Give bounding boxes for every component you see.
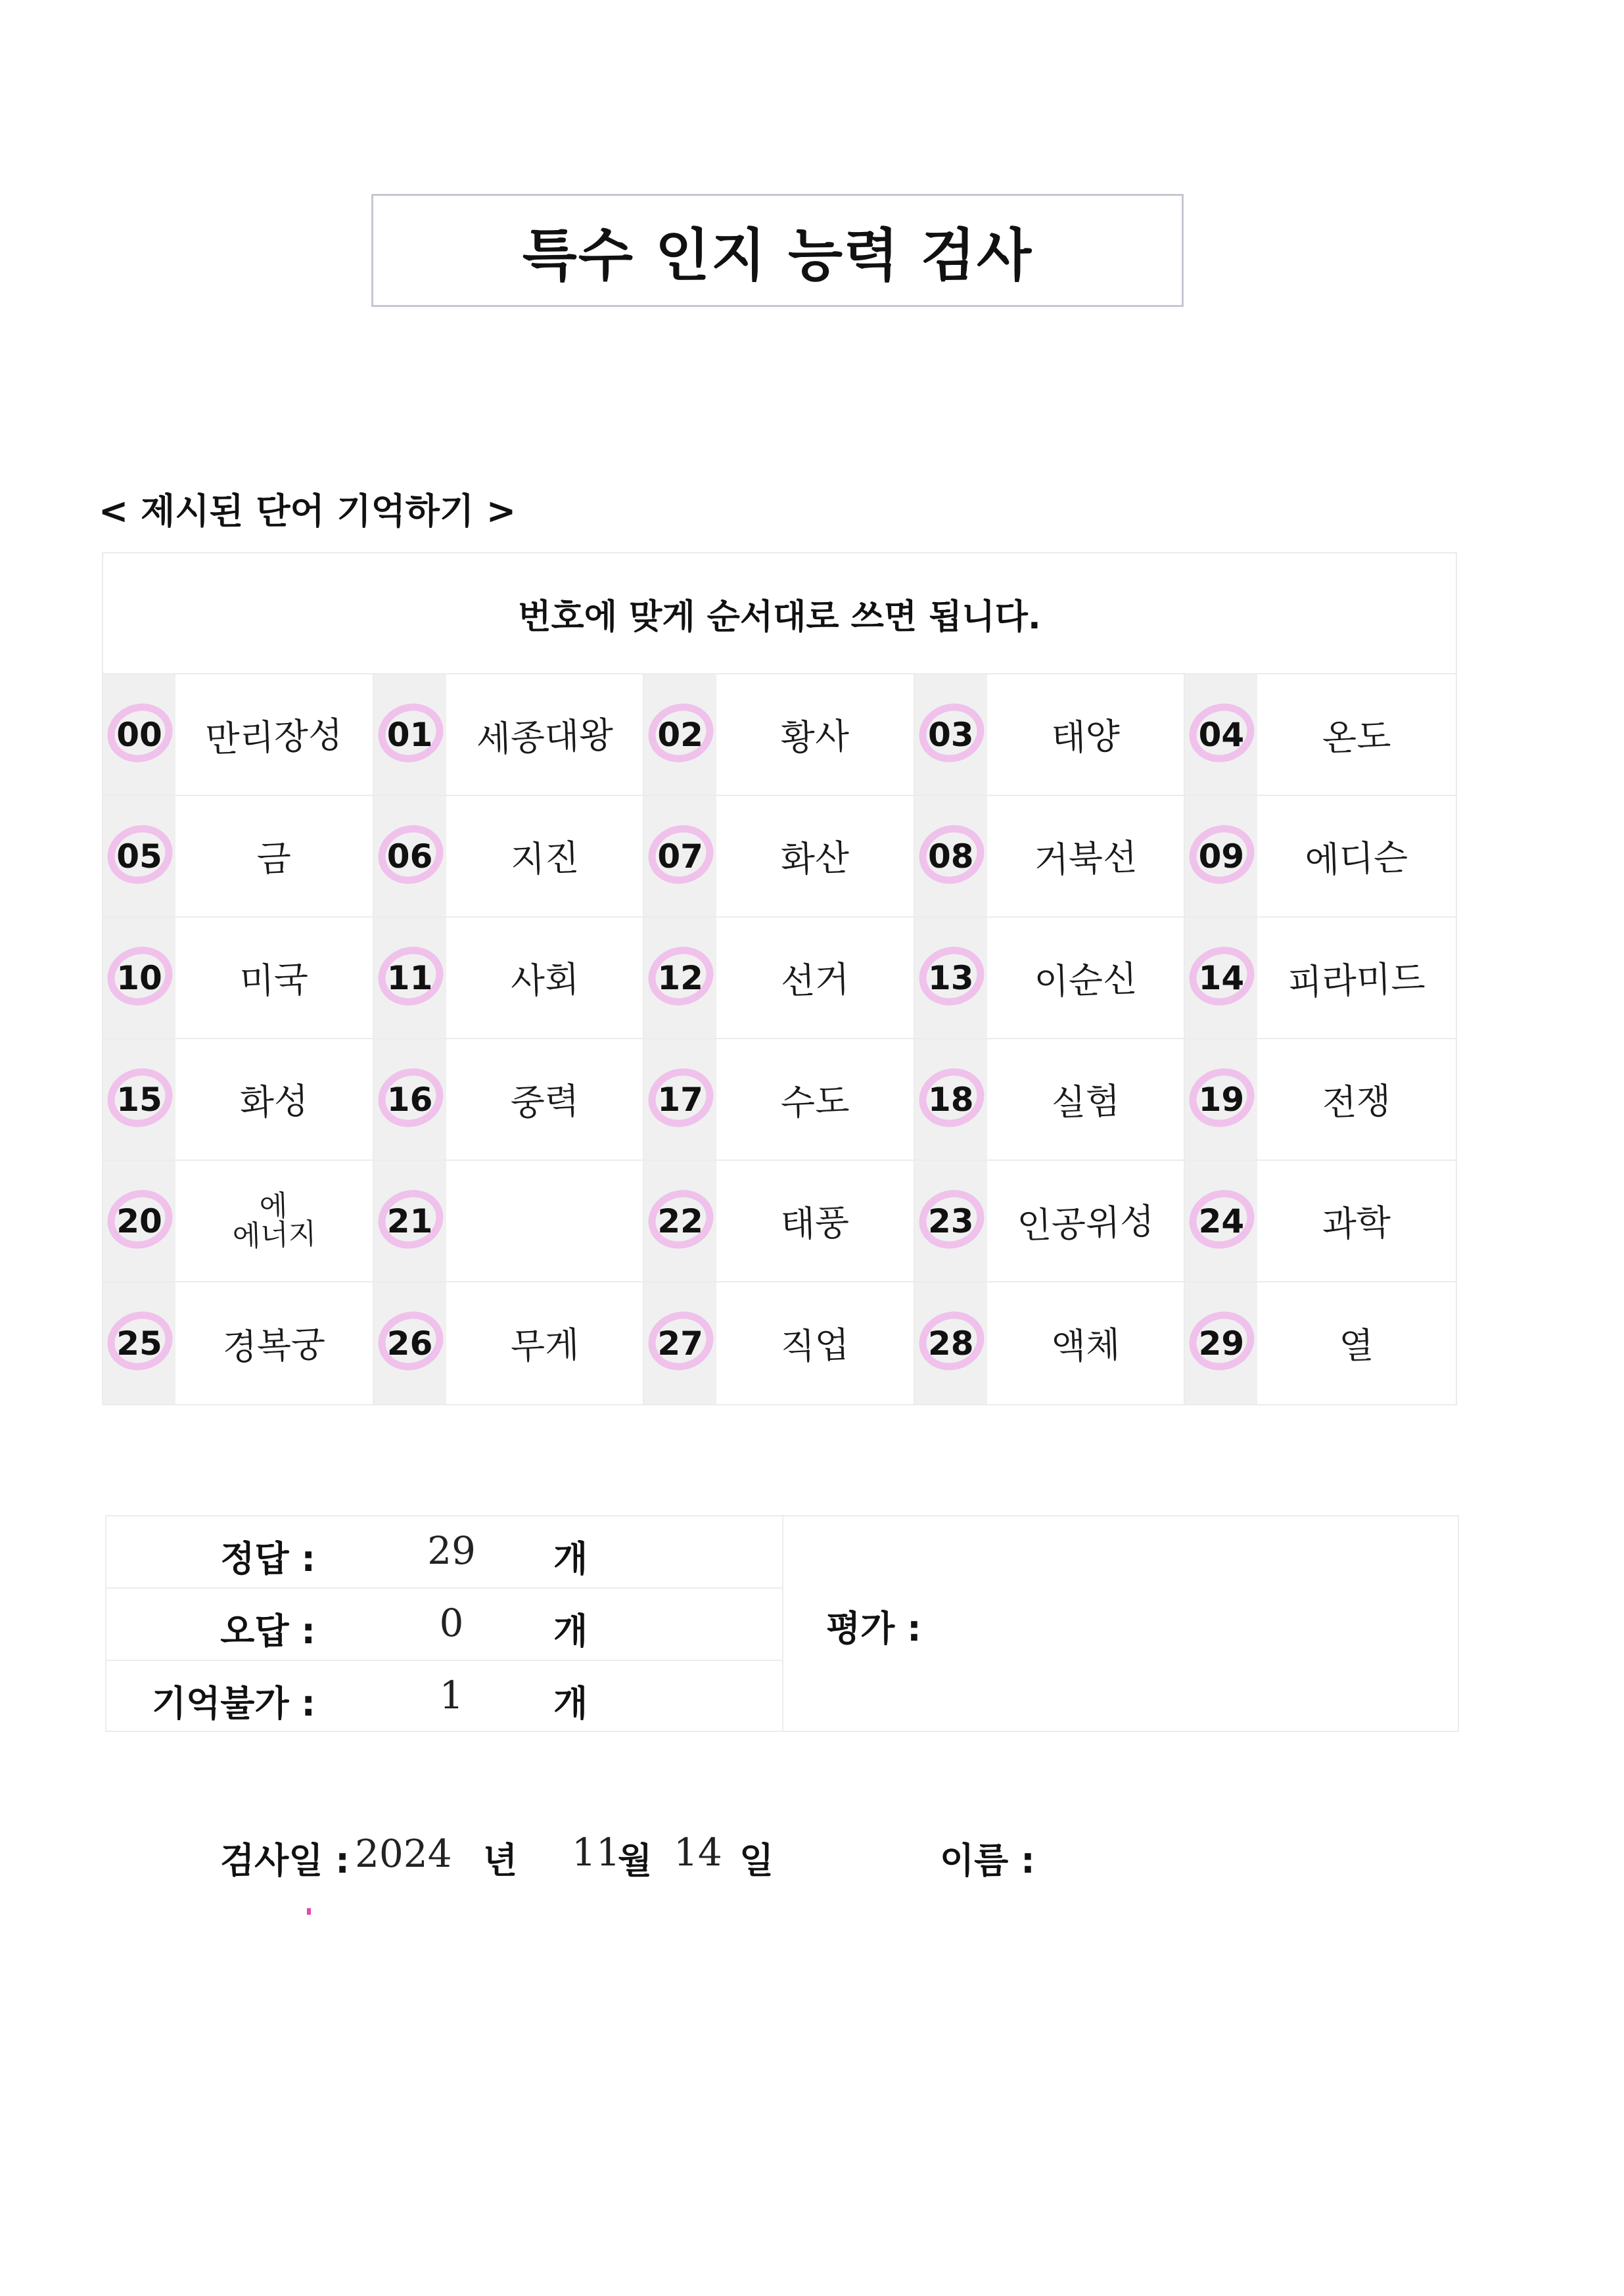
item-number [103, 1039, 175, 1160]
test-day: 14 [674, 1830, 722, 1875]
answer-cell [374, 1282, 645, 1404]
handwritten-answer: 실험 [1050, 1080, 1121, 1124]
item-number [915, 918, 987, 1038]
answer-cell [644, 674, 915, 796]
handwritten-answer: 수도 [779, 1080, 850, 1124]
answer-cell [1185, 1282, 1456, 1404]
answer-cell [1185, 1161, 1456, 1282]
unremembered-label: 기억불가 : [151, 1683, 315, 1724]
handwritten-answer: 피라미드 [1287, 957, 1426, 1004]
item-number-text: 03 [928, 715, 974, 754]
item-number [1185, 1039, 1257, 1160]
item-number-text: 25 [116, 1324, 162, 1363]
item-number [644, 1161, 716, 1281]
handwritten-answer: 태양 [1050, 715, 1121, 759]
item-number [374, 1282, 446, 1404]
results-box [105, 1515, 1459, 1732]
answer-rows [103, 674, 1456, 1404]
handwritten-answer: 온도 [1322, 715, 1392, 759]
item-number [103, 796, 175, 916]
answer-cell [103, 796, 374, 918]
correct-label: 정답 : [220, 1538, 315, 1580]
item-number [915, 1161, 987, 1281]
wrong-unit: 개 [553, 1610, 588, 1652]
item-number-text: 11 [386, 958, 433, 997]
handwritten-answer: 세종대왕 [475, 714, 614, 761]
item-number-text: 26 [386, 1324, 433, 1363]
handwritten-answer: 액체 [1050, 1324, 1121, 1368]
pen-dot [307, 1908, 311, 1915]
item-number-text: 22 [657, 1202, 703, 1240]
answer-cell [374, 674, 645, 796]
answer-cell [374, 1039, 645, 1161]
item-number [915, 1282, 987, 1404]
handwritten-answer [174, 1158, 375, 1284]
item-number-text: 17 [657, 1080, 703, 1119]
handwritten-answer: 인공위성 [1016, 1200, 1155, 1247]
item-number [374, 796, 446, 916]
item-number [1185, 918, 1257, 1038]
answer-cell [644, 796, 915, 918]
answer-cell [103, 1039, 374, 1161]
handwritten-answer: 이순신 [1033, 958, 1138, 1003]
item-number-text: 10 [116, 958, 162, 997]
handwritten-answer: 화성 [239, 1080, 310, 1124]
handwritten-answer: 황사 [779, 715, 850, 759]
answer-cell [915, 918, 1186, 1039]
item-number [644, 674, 716, 795]
handwritten-answer: 경복궁 [221, 1323, 327, 1369]
correct-row [106, 1516, 782, 1589]
item-number [644, 1282, 716, 1404]
item-number-text: 18 [928, 1080, 974, 1119]
test-date-line [220, 1830, 1337, 1885]
item-number-text: 01 [386, 715, 433, 754]
evaluation-label: 평가 : [826, 1608, 921, 1649]
handwritten-answer: 거북선 [1033, 836, 1138, 881]
unremembered-row [106, 1661, 782, 1733]
handwritten-answer: 중력 [509, 1080, 580, 1124]
handwritten-answer: 전쟁 [1322, 1080, 1392, 1124]
item-number-text: 16 [386, 1080, 433, 1119]
item-number [915, 1039, 987, 1160]
unremembered-value: 1 [439, 1673, 464, 1718]
results-tally [106, 1516, 783, 1731]
test-year: 2024 [355, 1831, 452, 1876]
handwritten-answer [444, 1158, 645, 1284]
handwritten-answer: 금 [256, 837, 292, 880]
handwritten-answer: 태풍 [779, 1202, 850, 1246]
item-number-text: 05 [116, 837, 162, 876]
item-number-text: 07 [657, 837, 703, 876]
item-number-text: 27 [657, 1324, 703, 1363]
item-number [374, 1039, 446, 1160]
handwritten-answer: 직업 [779, 1324, 850, 1368]
year-unit: 년 [483, 1840, 518, 1881]
handwritten-answer: 에디슨 [1305, 836, 1409, 881]
test-date-label: 검사일 : [220, 1840, 350, 1881]
wrong-value: 0 [439, 1601, 464, 1645]
item-number [644, 918, 716, 1038]
item-number-text: 14 [1198, 958, 1245, 997]
day-unit: 일 [739, 1840, 774, 1881]
month-unit: 월 [618, 1840, 653, 1881]
answer-cell [915, 1161, 1186, 1282]
handwritten-answer: 사회 [509, 958, 580, 1002]
test-month: 11 [572, 1830, 620, 1875]
word-recall-grid [102, 552, 1457, 1405]
item-number-text: 06 [386, 837, 433, 876]
answer-cell [103, 1161, 374, 1282]
item-number [103, 918, 175, 1038]
answer-cell [915, 1282, 1186, 1404]
item-number [103, 1161, 175, 1281]
answer-cell [103, 1282, 374, 1404]
item-number [374, 1161, 446, 1281]
item-number [103, 674, 175, 795]
item-number [1185, 1282, 1257, 1404]
answer-cell [644, 918, 915, 1039]
item-number-text: 28 [928, 1324, 974, 1363]
item-number [1185, 674, 1257, 795]
item-number [374, 674, 446, 795]
answer-cell [374, 1161, 645, 1282]
item-number [644, 796, 716, 916]
item-number [1185, 796, 1257, 916]
answer-cell [915, 674, 1186, 796]
correct-unit: 개 [553, 1538, 588, 1580]
handwritten-answer: 과학 [1322, 1202, 1392, 1246]
answer-cell [374, 918, 645, 1039]
item-number-text: 00 [116, 715, 162, 754]
answer-cell [644, 1161, 915, 1282]
instruction-text: 번호에 맞게 순서대로 쓰면 됩니다. [103, 553, 1456, 674]
item-number [374, 918, 446, 1038]
answer-cell [644, 1039, 915, 1161]
answer-cell [644, 1282, 915, 1404]
item-number [915, 796, 987, 916]
item-number-text: 29 [1198, 1324, 1245, 1363]
item-number-text: 24 [1198, 1202, 1245, 1240]
item-number-text: 19 [1198, 1080, 1245, 1119]
item-number-text: 08 [928, 837, 974, 876]
wrong-label: 오답 : [220, 1610, 315, 1652]
handwritten-answer: 미국 [239, 958, 310, 1002]
handwritten-answer: 무게 [509, 1324, 580, 1368]
item-number-text: 09 [1198, 837, 1245, 876]
item-number-text: 21 [386, 1202, 433, 1240]
unremembered-unit: 개 [553, 1683, 588, 1724]
handwritten-answer: 선거 [779, 958, 850, 1002]
answer-cell [103, 918, 374, 1039]
item-number-text: 23 [928, 1202, 974, 1240]
answer-cell [915, 796, 1186, 918]
answer-cell [1185, 796, 1456, 918]
item-number-text: 15 [116, 1080, 162, 1119]
test-title: 특수 인지 능력 검사 [371, 194, 1184, 307]
name-label: 이름 : [940, 1840, 1035, 1881]
answer-cell [915, 1039, 1186, 1161]
answer-correction: 에 [258, 1188, 289, 1224]
item-number-text: 13 [928, 958, 974, 997]
handwritten-answer: 만리장성 [204, 714, 344, 761]
handwritten-answer: 열 [1339, 1324, 1375, 1367]
handwritten-answer: 화산 [779, 837, 850, 881]
answer-text: 에너지 [231, 1217, 317, 1253]
item-number [644, 1039, 716, 1160]
item-number-text: 20 [116, 1202, 162, 1240]
answer-cell [1185, 918, 1456, 1039]
item-number-text: 04 [1198, 715, 1245, 754]
handwritten-answer: 지진 [509, 837, 580, 881]
answer-cell [103, 674, 374, 796]
answer-cell [374, 796, 645, 918]
item-number [915, 674, 987, 795]
item-number [1185, 1161, 1257, 1281]
answer-cell [1185, 1039, 1456, 1161]
section-heading: < 제시된 단어 기억하기 > [99, 490, 517, 532]
item-number-text: 12 [657, 958, 703, 997]
item-number [103, 1282, 175, 1404]
wrong-row [106, 1589, 782, 1661]
correct-value: 29 [427, 1528, 476, 1573]
item-number-text: 02 [657, 715, 703, 754]
answer-cell [1185, 674, 1456, 796]
